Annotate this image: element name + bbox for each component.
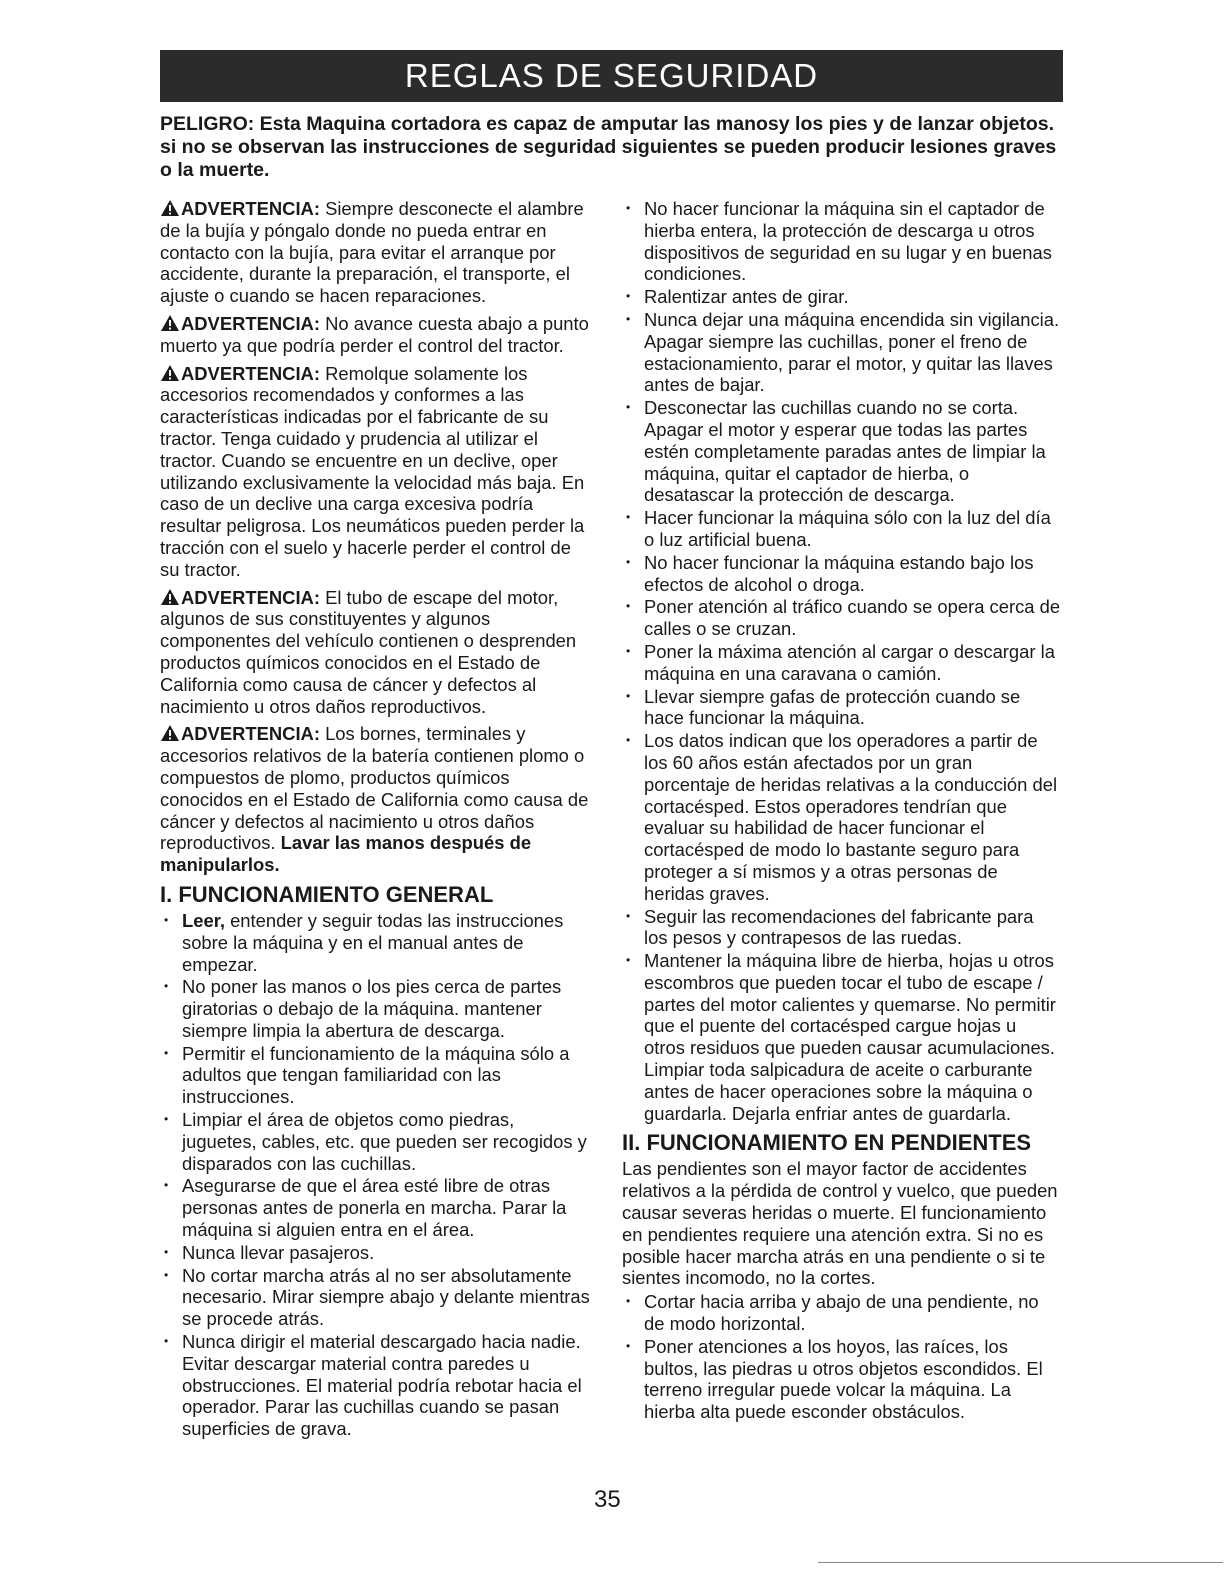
list-item: • Poner la máxima atención al cargar o descargar la máquina en una caravana o camión. (622, 641, 1062, 685)
list-item: • Mantener la máquina libre de hierba, hojas u otros escombros que pueden tocar el tubo de escape / partes del motor calientes y quemarse. No permitir que el puente del cortacésped cargue hojas u otros residuos que pueden causar acumulaciones. Limpiar toda salpicadura de aceite o carburante antes de hacer operaciones sobre la máquina o guardarla. Dejarla enfriar antes de guardarla. (622, 950, 1062, 1124)
list-item: • Poner atención al tráfico cuando se opera cerca de calles o se cruzan. (622, 596, 1062, 640)
list-item: • Desconectar las cuchillas cuando no se corta. Apagar el motor y esperar que todas las partes estén completamente paradas antes de limpiar la máquina, quitar el captador de hierba, o desatascar la protección de descarga. (622, 397, 1062, 506)
list-item: • Cortar hacia arriba y abajo de una pendiente, no de modo horizontal. (622, 1291, 1062, 1335)
danger-notice: PELIGRO: Esta Maquina cortadora es capaz de amputar las manosy los pies y de lanzar objetos. si no se observan las instrucciones de seguridad siguientes se pueden producir lesiones graves o la muerte. (160, 113, 1057, 181)
warning-text: Los bornes, terminales y accesorios relativos de la batería contienen plomo o compuestos de plomo, productos químicos conocidos en el Estado de California como causa de cáncer y defectos al nacimiento u otros daños reproductivos. (160, 723, 589, 854)
warning-triangle-icon (160, 199, 180, 217)
warning-label: ADVERTENCIA: (181, 723, 320, 745)
list-item: • Poner atenciones a los hoyos, las raíces, los bultos, las piedras u otros objetos escondidos. El terreno irregular puede volcar la máquina. La hierba alta puede esconder obstáculos. (622, 1336, 1062, 1423)
list-item: • No hacer funcionar la máquina estando bajo los efectos de alcohol o droga. (622, 552, 1062, 596)
list-item-lead: Leer, (182, 909, 231, 931)
warning-2 (160, 363, 592, 581)
warning-text: Siempre desconecte el alambre de la bujía y póngalo donde no pueda entrar en contacto con la bujía, para evitar el arranque por accidente, durante la preparación, el transporte, el ajuste o cuando se hacen reparaciones. (160, 198, 584, 307)
warning-label: ADVERTENCIA: (181, 312, 320, 334)
warning-text: No avance cuesta abajo a punto muerto ya que podría perder el control del tractor. (160, 312, 589, 356)
list-item (160, 910, 592, 975)
warning-text: Remolque solamente los accesorios recomendados y conformes a las características indicadas por el fabricante de su tractor. Tenga cuidado y prudencia al utilizar el tractor. Cuando se encuentre en un declive, oper utilizando exclusivamente la velocidad más baja. En caso de un declive una carga excesiva podría resultar peligrosa. Los neumáticos pueden perder la tracción con el suelo y hacerle perder el control de su tractor. (160, 362, 585, 580)
list-item: • Nunca dejar una máquina encendida sin vigilancia. Apagar siempre las cuchillas, poner el freno de estacionamiento, parar el motor, y quitar las llaves antes de bajar. (622, 309, 1062, 396)
left-column (160, 198, 592, 1441)
warning-triangle-icon (160, 724, 180, 742)
list-item: • Seguir las recomendaciones del fabricante para los pesos y contrapesos de las ruedas. (622, 906, 1062, 950)
list-item: • No hacer funcionar la máquina sin el captador de hierba entera, la protección de descarga u otros dispositivos de seguridad en su lugar y en buenas condiciones. (622, 198, 1062, 285)
warning-3 (160, 587, 592, 718)
list-item-text: entender y seguir todas las instrucciones sobre la máquina y en el manual antes de empezar. (182, 909, 564, 975)
page-number: 35 (594, 1486, 621, 1513)
section-title-slopes: II. FUNCIONAMIENTO EN PENDIENTES (622, 1130, 1032, 1156)
list-item: • Asegurarse de que el área esté libre de otras personas antes de ponerla en marcha. Parar la máquina si alguien entra en el área. (160, 1175, 592, 1240)
section-title-general: I. FUNCIONAMIENTO GENERAL (160, 881, 494, 907)
list-item: • Los datos indican que los operadores a partir de los 60 años están afectados por un gran porcentaje de heridas relativas a la conducción del cortacésped. Estos operadores tendrían que evaluar su habilidad de hacer funcionar el cortacésped de modo lo bastante seguro para proteger a sí mismos y a otras personas de heridas graves. (622, 730, 1062, 904)
list-item: • Nunca llevar pasajeros. (160, 1242, 592, 1264)
warning-label: ADVERTENCIA: (181, 362, 320, 384)
warning-text: El tubo de escape del motor, algunos de sus constituyentes y algunos componentes del vehículo contienen o desprenden productos químicos conocidos en el Estado de California como causa de cáncer y defectos al nacimiento u otros daños reproductivos. (160, 586, 577, 717)
warning-triangle-icon (160, 588, 180, 606)
list-item: • Ralentizar antes de girar. (622, 286, 1062, 308)
slopes-intro: Las pendientes son el mayor factor de accidentes relativos a la pérdida de control y vuelco, que pueden causar severas heridas o muerte. El funcionamiento en pendientes requiere una atención extra. Si no es posible hacer marcha atrás en una pendiente o si te sientes incomodo, no la cortes. (622, 1158, 1058, 1289)
list-item: • Hacer funcionar la máquina sólo con la luz del día o luz artificial buena. (622, 507, 1062, 551)
warning-triangle-icon (160, 364, 180, 382)
general-rules-list-continued (622, 198, 1062, 1124)
warning-0 (160, 198, 592, 307)
list-item: • Nunca dirigir el material descargado hacia nadie. Evitar descargar material contra paredes u obstrucciones. El material podría rebotar hacia el operador. Parar las cuchillas cuando se pasan superficies de grava. (160, 1331, 592, 1440)
right-column (622, 198, 1062, 1424)
list-item: • Limpiar el área de objetos como piedras, juguetes, cables, etc. que pueden ser recogidos y disparados con las cuchillas. (160, 1109, 592, 1174)
footer-rule (818, 1562, 1223, 1563)
list-item: • Permitir el funcionamiento de la máquina sólo a adultos que tengan familiaridad con las instrucciones. (160, 1043, 592, 1108)
warning-1 (160, 313, 592, 357)
warning-4 (160, 723, 592, 876)
warning-label: ADVERTENCIA: (181, 586, 320, 608)
list-item: • Llevar siempre gafas de protección cuando se hace funcionar la máquina. (622, 686, 1062, 730)
list-item: • No cortar marcha atrás al no ser absolutamente necesario. Mirar siempre abajo y delante mientras se procede atrás. (160, 1265, 592, 1330)
list-item: • No poner las manos o los pies cerca de partes giratorias o debajo de la máquina. mantener siempre limpia la abertura de descarga. (160, 976, 592, 1041)
slopes-rules-list (622, 1291, 1062, 1423)
warning-label: ADVERTENCIA: (181, 198, 320, 219)
page-title-banner (160, 50, 1063, 102)
warning-bold-instruction: Lavar las manos después de manipularlos. (160, 832, 532, 876)
page-title: REGLAS DE SEGURIDAD (404, 57, 819, 94)
general-rules-list (160, 910, 592, 1440)
warning-triangle-icon (160, 314, 180, 332)
